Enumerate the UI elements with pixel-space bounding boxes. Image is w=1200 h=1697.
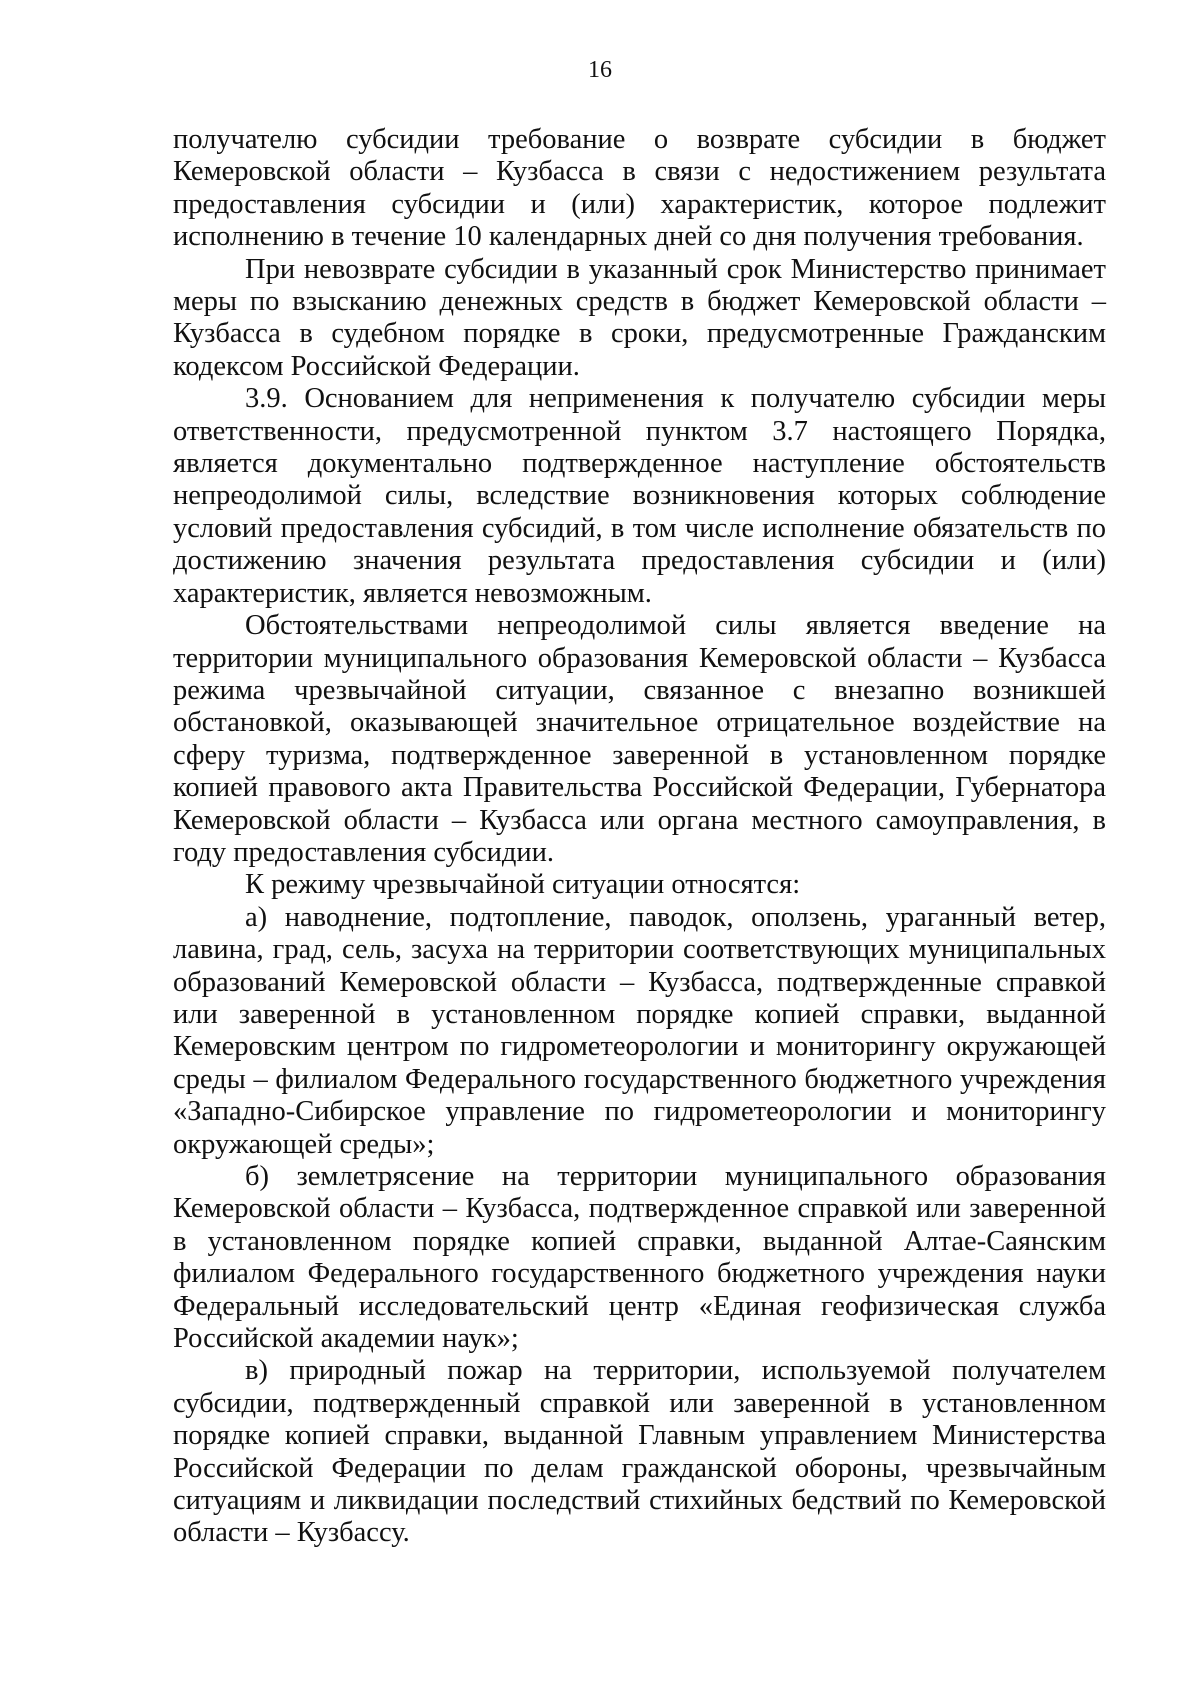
document-body: [173, 124, 1106, 1550]
paragraph-force-majeure: Обстоятельствами непреодолимой силы является введение на территории муниципального образования Кемеровской области – Кузбасса режима чрезвычайной ситуации, связанное с внезапно возникшей обстановкой, оказывающей значительное отрицательное воздействие на сферу туризма, подтвержденное заверенной в установленном порядке копией правового акта Правительства Российской Федерации, Губернатора Кемеровской области – Кузбасса или органа местного самоуправления, в году предоставления субсидии.: [173, 610, 1106, 868]
paragraph-continuation: получателю субсидии требование о возврате субсидии в бюджет Кемеровской области – Кузбасса в связи с недостижением результата предоставления субсидии и (или) характеристик, которое подлежит исполнению в течение 10 календарных дней со дня получения требования.: [173, 124, 1106, 253]
paragraph-emergency-list-intro: К режиму чрезвычайной ситуации относятся:: [245, 869, 801, 901]
paragraph-nonreturn: При невозврате субсидии в указанный срок Министерство принимает меры по взысканию денежных средств в бюджет Кемеровской области – Кузбасса в судебном порядке в сроки, предусмотренные Гражданским кодексом Российской Федерации.: [173, 253, 1106, 382]
list-item-a: а) наводнение, подтопление, паводок, оползень, ураганный ветер, лавина, град, сель, засуха на территории соответствующих муниципальных образований Кемеровской области – Кузбасса, подтвержденные справкой или заверенной в установленном порядке копией справки, выданной Кемеровским центром по гидрометеорологии и мониторингу окружающей среды – филиалом Федерального государственного бюджетного учреждения «Западно-Сибирское управление по гидрометеорологии и мониторингу окружающей среды»;: [173, 901, 1106, 1160]
list-item-b: б) землетрясение на территории муниципального образования Кемеровской области – Кузбасса, подтвержденное справкой или заверенной в установленном порядке копией справки, выданной Алтае-Саянским филиалом Федерального государственного бюджетного учреждения науки Федеральный исследовательский центр «Единая геофизическая служба Российской академии наук»;: [173, 1161, 1106, 1355]
paragraph-3-9: 3.9. Основанием для неприменения к получателю субсидии меры ответственности, предусмотренной пунктом 3.7 настоящего Порядка, является документально подтвержденное наступление обстоятельств непреодолимой силы, вследствие возникновения которых соблюдение условий предоставления субсидий, в том числе исполнение обязательств по достижению значения результата предоставления субсидии и (или) характеристик, является невозможным.: [173, 383, 1106, 609]
list-item-v: в) природный пожар на территории, используемой получателем субсидии, подтвержденный справкой или заверенной в установленном порядке копией справки, выданной Главным управлением Министерства Российской Федерации по делам гражданской обороны, чрезвычайным ситуациям и ликвидации последствий стихийных бедствий по Кемеровской области – Кузбассу.: [173, 1355, 1106, 1549]
page-number: 16: [588, 57, 612, 83]
